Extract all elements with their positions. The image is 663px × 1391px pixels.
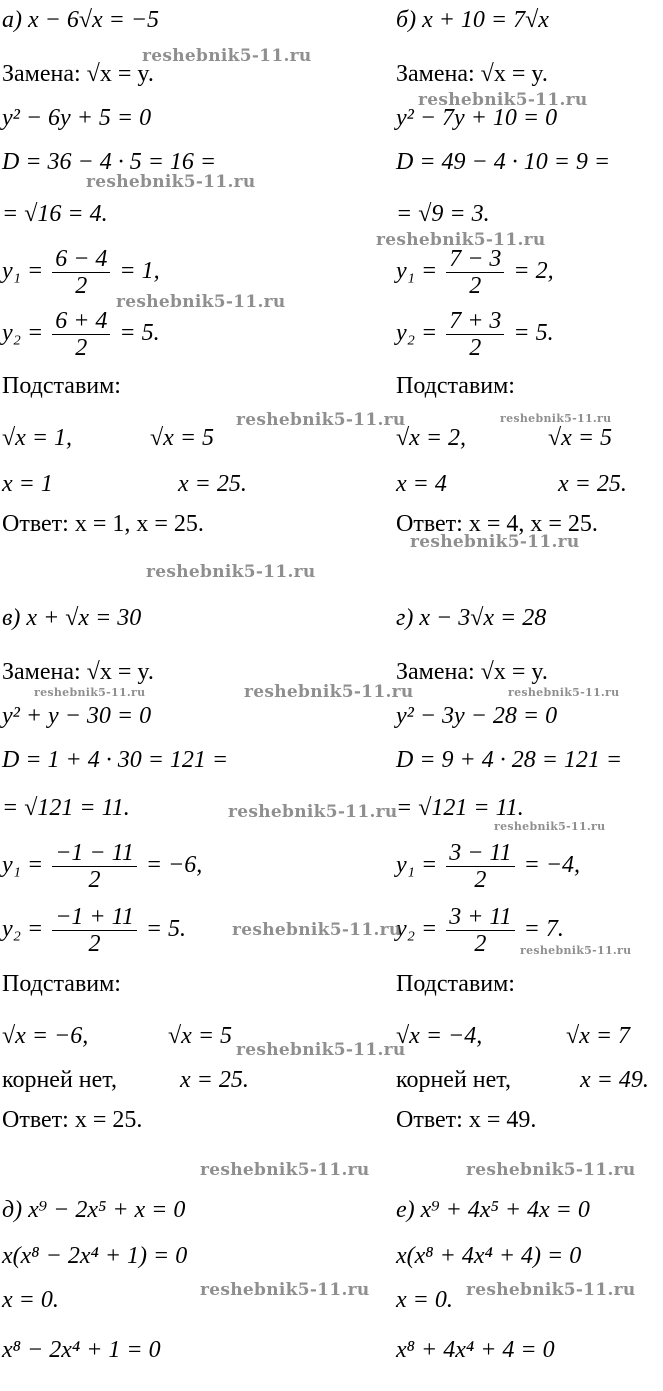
sqrt-eq-right-b: √x = 5: [548, 425, 613, 451]
zero-root-e: x = 0.: [396, 1287, 453, 1313]
y1-numerator-b: 7 − 3: [446, 246, 504, 273]
answer-b: Ответ: x = 4, x = 25.: [396, 511, 598, 537]
quadratic-b: y² − 7y + 10 = 0: [396, 105, 558, 131]
watermark: reshebnik5-11.ru: [236, 410, 406, 430]
discriminant-v: D = 1 + 4 · 30 = 121 =: [2, 747, 229, 773]
result-left-v: корней нет,: [2, 1067, 117, 1093]
y2-numerator-b: 7 + 3: [446, 308, 504, 335]
result-right-v: x = 25.: [180, 1067, 249, 1093]
sqrt-eq-left-g: √x = −4,: [396, 1023, 483, 1049]
watermark: reshebnik5-11.ru: [228, 802, 398, 822]
sqrt-eq-left-b: √x = 2,: [396, 425, 467, 451]
root-y1-a: y₁ = $\frac{6 - 4}{2}$ = 1,: [2, 246, 160, 299]
watermark: reshebnik5-11.ru: [376, 230, 546, 250]
problem-g: г) x − 3√x = 28: [396, 605, 547, 631]
root-y1-g: y₁ = $\frac{3 - 11}{2}$ = −4,: [396, 840, 581, 893]
result-right-g: x = 49.: [580, 1067, 649, 1093]
watermark: reshebnik5-11.ru: [466, 1280, 636, 1300]
discriminant-a: D = 36 − 4 · 5 = 16 =: [2, 149, 217, 175]
watermark: reshebnik5-11.ru: [86, 172, 256, 192]
root-y2-g: y₂ = $\frac{3 + 11}{2}$ = 7.: [396, 904, 564, 957]
substitution-v: Замена: √x = y.: [2, 659, 154, 685]
root-y2-v: y₂ = $\frac{-1 + 11}{2}$ = 5.: [2, 904, 187, 957]
y2-numerator-a: 6 + 4: [52, 308, 110, 335]
quadratic-g: y² − 3y − 28 = 0: [396, 703, 558, 729]
root-y2-b: y₂ = $\frac{7 + 3}{2}$ = 5.: [396, 308, 554, 361]
watermark: reshebnik5-11.ru: [142, 46, 312, 66]
watermark: reshebnik5-11.ru: [146, 562, 316, 582]
substitution-a: Замена: √x = y.: [2, 61, 154, 87]
watermark: reshebnik5-11.ru: [494, 820, 606, 833]
discriminant-root-b: = √9 = 3.: [396, 201, 490, 227]
root-y1-b: y₁ = $\frac{7 - 3}{2}$ = 2,: [396, 246, 554, 299]
discriminant-root-g: = √121 = 11.: [396, 795, 524, 821]
watermark: reshebnik5-11.ru: [466, 1160, 636, 1180]
equation-e: x⁸ + 4x⁴ + 4 = 0: [396, 1337, 555, 1363]
root-y1-v: y₁ = $\frac{-1 - 11}{2}$ = −6,: [2, 840, 203, 893]
substitution-b: Замена: √x = y.: [396, 61, 548, 87]
factor-d: x(x⁸ − 2x⁴ + 1) = 0: [2, 1243, 188, 1269]
discriminant-g: D = 9 + 4 · 28 = 121 =: [396, 747, 623, 773]
discriminant-root-v: = √121 = 11.: [2, 795, 130, 821]
equation-d: x⁸ − 2x⁴ + 1 = 0: [2, 1337, 161, 1363]
problem-b: б) x + 10 = 7√x: [396, 7, 549, 33]
result-right-a: x = 25.: [178, 471, 247, 497]
y1-numerator-v: −1 − 11: [52, 840, 137, 867]
y2-numerator-g: 3 + 11: [446, 904, 514, 931]
substitute-label-a: Подставим:: [2, 373, 121, 399]
sqrt-eq-left-a: √x = 1,: [2, 425, 73, 451]
watermark: reshebnik5-11.ru: [200, 1280, 370, 1300]
substitute-label-v: Подставим:: [2, 971, 121, 997]
y1-numerator-g: 3 − 11: [446, 840, 514, 867]
watermark: reshebnik5-11.ru: [500, 412, 612, 425]
sqrt-eq-right-g: √x = 7: [566, 1023, 631, 1049]
watermark: reshebnik5-11.ru: [520, 944, 632, 957]
watermark: reshebnik5-11.ru: [232, 920, 402, 940]
problem-d: д) x⁹ − 2x⁵ + x = 0: [2, 1197, 186, 1223]
result-right-b: x = 25.: [558, 471, 627, 497]
watermark: reshebnik5-11.ru: [34, 686, 146, 699]
problem-e: е) x⁹ + 4x⁵ + 4x = 0: [396, 1197, 590, 1223]
quadratic-v: y² + y − 30 = 0: [2, 703, 152, 729]
watermark: reshebnik5-11.ru: [236, 1040, 406, 1060]
sqrt-eq-left-v: √x = −6,: [2, 1023, 89, 1049]
root-y2-a: y₂ = $\frac{6 + 4}{2}$ = 5.: [2, 308, 160, 361]
watermark: reshebnik5-11.ru: [200, 1160, 370, 1180]
problem-a: а) x − 6√x = −5: [2, 7, 160, 33]
result-left-g: корней нет,: [396, 1067, 511, 1093]
watermark: reshebnik5-11.ru: [116, 292, 286, 312]
answer-v: Ответ: x = 25.: [2, 1107, 143, 1133]
watermark: reshebnik5-11.ru: [410, 532, 580, 552]
discriminant-root-a: = √16 = 4.: [2, 201, 108, 227]
sqrt-eq-right-v: √x = 5: [168, 1023, 233, 1049]
substitute-label-b: Подставим:: [396, 373, 515, 399]
result-left-b: x = 4: [396, 471, 447, 497]
zero-root-d: x = 0.: [2, 1287, 59, 1313]
sqrt-eq-right-a: √x = 5: [150, 425, 215, 451]
discriminant-b: D = 49 − 4 · 10 = 9 =: [396, 149, 611, 175]
quadratic-a: y² − 6y + 5 = 0: [2, 105, 152, 131]
watermark: reshebnik5-11.ru: [244, 682, 414, 702]
y2-numerator-v: −1 + 11: [52, 904, 137, 931]
result-left-a: x = 1: [2, 471, 53, 497]
substitution-g: Замена: √x = y.: [396, 659, 548, 685]
substitute-label-g: Подставим:: [396, 971, 515, 997]
watermark: reshebnik5-11.ru: [508, 686, 620, 699]
factor-e: x(x⁸ + 4x⁴ + 4) = 0: [396, 1243, 582, 1269]
y1-numerator-a: 6 − 4: [52, 246, 110, 273]
watermark: reshebnik5-11.ru: [418, 90, 588, 110]
answer-a: Ответ: x = 1, x = 25.: [2, 511, 204, 537]
answer-g: Ответ: x = 49.: [396, 1107, 537, 1133]
problem-v: в) x + √x = 30: [2, 605, 142, 631]
